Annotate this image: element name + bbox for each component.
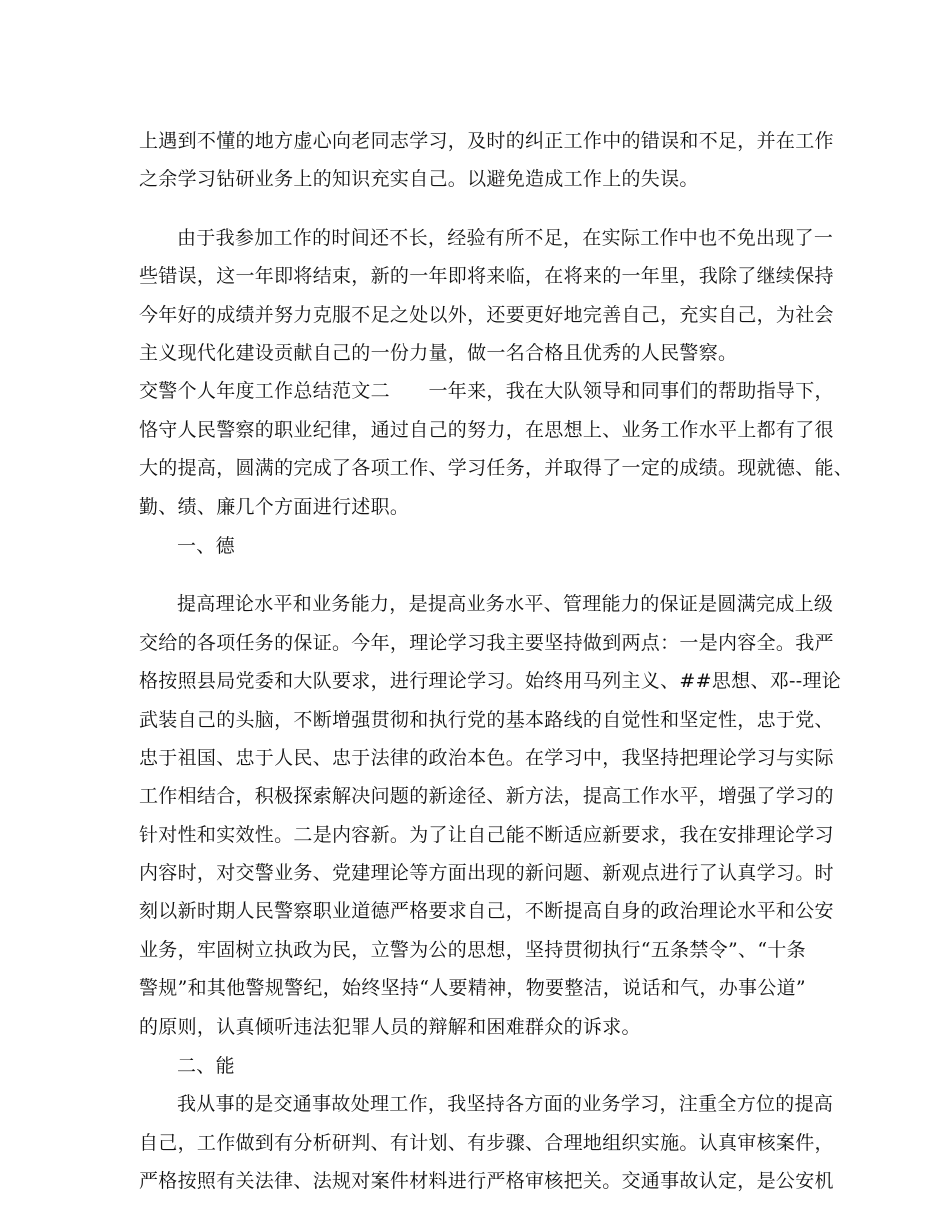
text-line: 些错误，这一年即将结束，新的一年即将来临，在将来的一年里，我除了继续保持 <box>139 265 834 287</box>
paragraph-first-line: 由于我参加工作的时间还不长，经验有所不足，在实际工作中也不免出现了一 <box>177 227 834 249</box>
text-line: 忠于祖国、忠于人民、忠于法律的政治本色。在学习中，我坚持把理论学习与实际 <box>139 747 834 769</box>
heading-neng: 二、能 <box>177 1055 235 1077</box>
text-line: 恪守人民警察的职业纪律，通过自己的努力，在思想上、业务工作水平上都有了很 <box>139 419 834 441</box>
text-line: 工作相结合，积极探索解决问题的新途径、新方法，提高工作水平，增强了学习的 <box>139 785 834 807</box>
text-line: 上遇到不懂的地方虚心向老同志学习，及时的纠正工作中的错误和不足，并在工作 <box>139 130 834 152</box>
text-line: 勤、绩、廉几个方面进行述职。 <box>139 496 410 518</box>
text-line: 今年好的成绩并努力克服不足之处以外，还要更好地完善自己，充实自己，为社会 <box>139 304 834 326</box>
text-line: 针对性和实效性。二是内容新。为了让自己能不断适应新要求，我在安排理论学习 <box>139 824 834 846</box>
section-title-line: 交警个人年度工作总结范文二 一年来，我在大队领导和同事们的帮助指导下， <box>139 380 834 402</box>
text-line: 大的提高，圆满的完成了各项工作、学习任务，并取得了一定的成绩。现就德、能、 <box>139 457 854 479</box>
paragraph-first-line: 我从事的是交通事故处理工作，我坚持各方面的业务学习，注重全方位的提高 <box>177 1093 834 1115</box>
text-line: 交给的各项任务的保证。今年，理论学习我主要坚持做到两点：一是内容全。我严 <box>139 632 834 654</box>
text-line: 之余学习钻研业务上的知识充实自己。以避免造成工作上的失误。 <box>139 168 699 190</box>
text-line: 业务，牢固树立执政为民，立警为公的思想，坚持贯彻执行“五条禁令”、“十条 <box>139 939 806 961</box>
text-line: 警规”和其他警规警纪，始终坚持“人要精神，物要整洁，说话和气，办事公道” <box>139 977 806 999</box>
paragraph-first-line: 提高理论水平和业务能力，是提高业务水平、管理能力的保证是圆满完成上级 <box>177 593 834 615</box>
text-line: 严格按照有关法律、法规对案件材料进行严格审核把关。交通事故认定，是公安机 <box>139 1170 834 1192</box>
text-line: 自己，工作做到有分析研判、有计划、有步骤、合理地组织实施。认真审核案件， <box>139 1132 834 1154</box>
text-line: 内容时，对交警业务、党建理论等方面出现的新问题、新观点进行了认真学习。时 <box>139 862 834 884</box>
heading-de: 一、德 <box>177 535 235 557</box>
text-line: 的原则，认真倾听违法犯罪人员的辩解和困难群众的诉求。 <box>139 1016 641 1038</box>
text-line: 武装自己的头脑，不断增强贯彻和执行党的基本路线的自觉性和坚定性，忠于党、 <box>139 709 834 731</box>
text-line: 格按照县局党委和大队要求，进行理论学习。始终用马列主义、##思想、邓--理论 <box>139 670 842 692</box>
text-line: 主义现代化建设贡献自己的一份力量，做一名合格且优秀的人民警察。 <box>139 342 738 364</box>
text-line: 刻以新时期人民警察职业道德严格要求自己，不断提高自身的政治理论水平和公安 <box>139 900 834 922</box>
